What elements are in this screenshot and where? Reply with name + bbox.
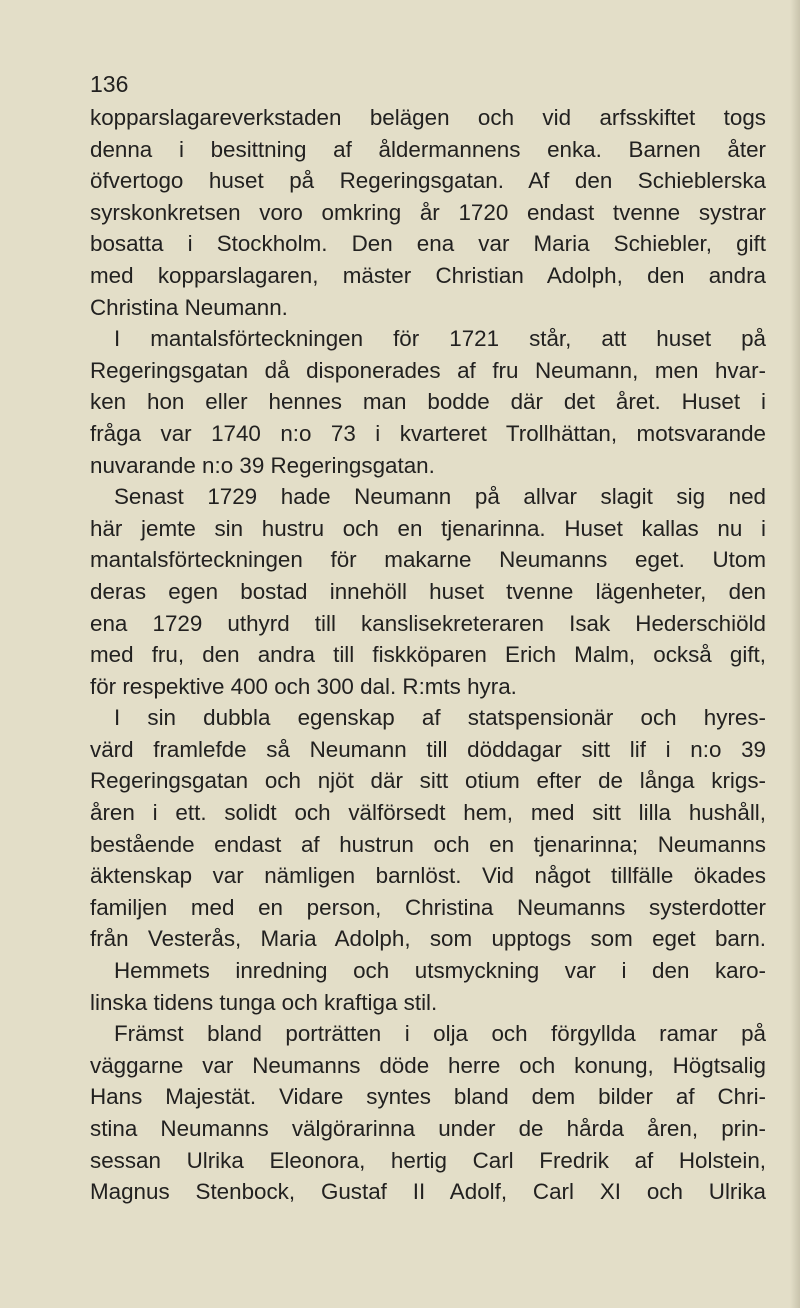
text-line: I sin dubbla egenskap af statspensionär och hyres- <box>114 705 766 731</box>
text-line: ken hon eller hennes man bodde där det året. Huset i <box>90 389 766 415</box>
page-number: 136 <box>90 71 129 97</box>
text-line: fråga var 1740 n:o 73 i kvarteret Trollhättan, motsvarande <box>90 420 766 446</box>
text-line: stina Neumanns välgörarinna under de hårda åren, prin- <box>90 1116 766 1141</box>
text-line: kopparslagareverkstaden belägen och vid arfsskiftet togs <box>90 105 766 130</box>
page-edge-shadow <box>790 0 800 1308</box>
text-line: nuvarande n:o 39 Regeringsgatan. <box>90 452 435 478</box>
text-line: Regeringsgatan och njöt där sitt otium efter de långa krigs- <box>90 768 766 794</box>
text-line: Hans Majestät. Vidare syntes bland dem bilder af Chri- <box>90 1084 766 1110</box>
text-line: för respektive 400 och 300 dal. R:mts hyra. <box>90 673 517 699</box>
text-line: deras egen bostad innehöll huset tvenne lägenheter, den <box>90 578 766 604</box>
text-line: Magnus Stenbock, Gustaf II Adolf, Carl XI och Ulrika <box>90 1179 766 1205</box>
text-line: här jemte sin hustru och en tjenarinna. Huset kallas nu i <box>90 515 766 541</box>
text-line: åren i ett. solidt och välförsedt hem, med sitt lilla hushåll, <box>90 800 766 826</box>
text-line: sessan Ulrika Eleonora, hertig Carl Fredrik af Holstein, <box>90 1147 766 1173</box>
text-line: linska tidens tunga och kraftiga stil. <box>90 989 438 1015</box>
text-line: värd framlefde så Neumann till döddagar sitt lif i n:o 39 <box>90 736 766 762</box>
text-line: väggarne var Neumanns döde herre och konung, Högtsalig <box>90 1052 766 1078</box>
text-line: syrskonkretsen voro omkring år 1720 endast tvenne systrar <box>90 199 766 225</box>
text-line: familjen med en person, Christina Neumanns systerdotter <box>90 894 766 920</box>
text-line: Senast 1729 hade Neumann på allvar slagit sig ned <box>114 484 766 510</box>
text-line: bestående endast af hustrun och en tjenarinna; Neumanns <box>90 831 766 857</box>
text-line: mantalsförteckningen för makarne Neumanns eget. Utom <box>90 547 766 573</box>
text-line: öfvertogo huset på Regeringsgatan. Af den Schieblerska <box>90 168 766 194</box>
text-line: ena 1729 uthyrd till kanslisekreteraren Isak Hederschiöld <box>90 610 766 636</box>
text-line: äktenskap var nämligen barnlöst. Vid något tillfälle ökades <box>90 863 766 889</box>
text-line: I mantalsförteckningen för 1721 står, att huset på <box>114 326 766 352</box>
body-text <box>90 102 766 1208</box>
text-line: Christina Neumann. <box>90 294 288 320</box>
text-line: Hemmets inredning och utsmyckning var i den karo- <box>114 958 766 984</box>
text-line: bosatta i Stockholm. Den ena var Maria Schiebler, gift <box>90 231 766 257</box>
text-line: Regeringsgatan då disponerades af fru Neumann, men hvar- <box>90 357 766 383</box>
text-line: Främst bland porträtten i olja och förgyllda ramar på <box>114 1021 766 1047</box>
text-line: med fru, den andra till fiskköparen Erich Malm, också gift, <box>90 642 766 668</box>
text-line: från Vesterås, Maria Adolph, som upptogs som eget barn. <box>90 926 766 952</box>
text-line: med kopparslagaren, mäster Christian Adolph, den andra <box>90 262 766 288</box>
text-line: denna i besittning af åldermannens enka. Barnen åter <box>90 136 766 162</box>
